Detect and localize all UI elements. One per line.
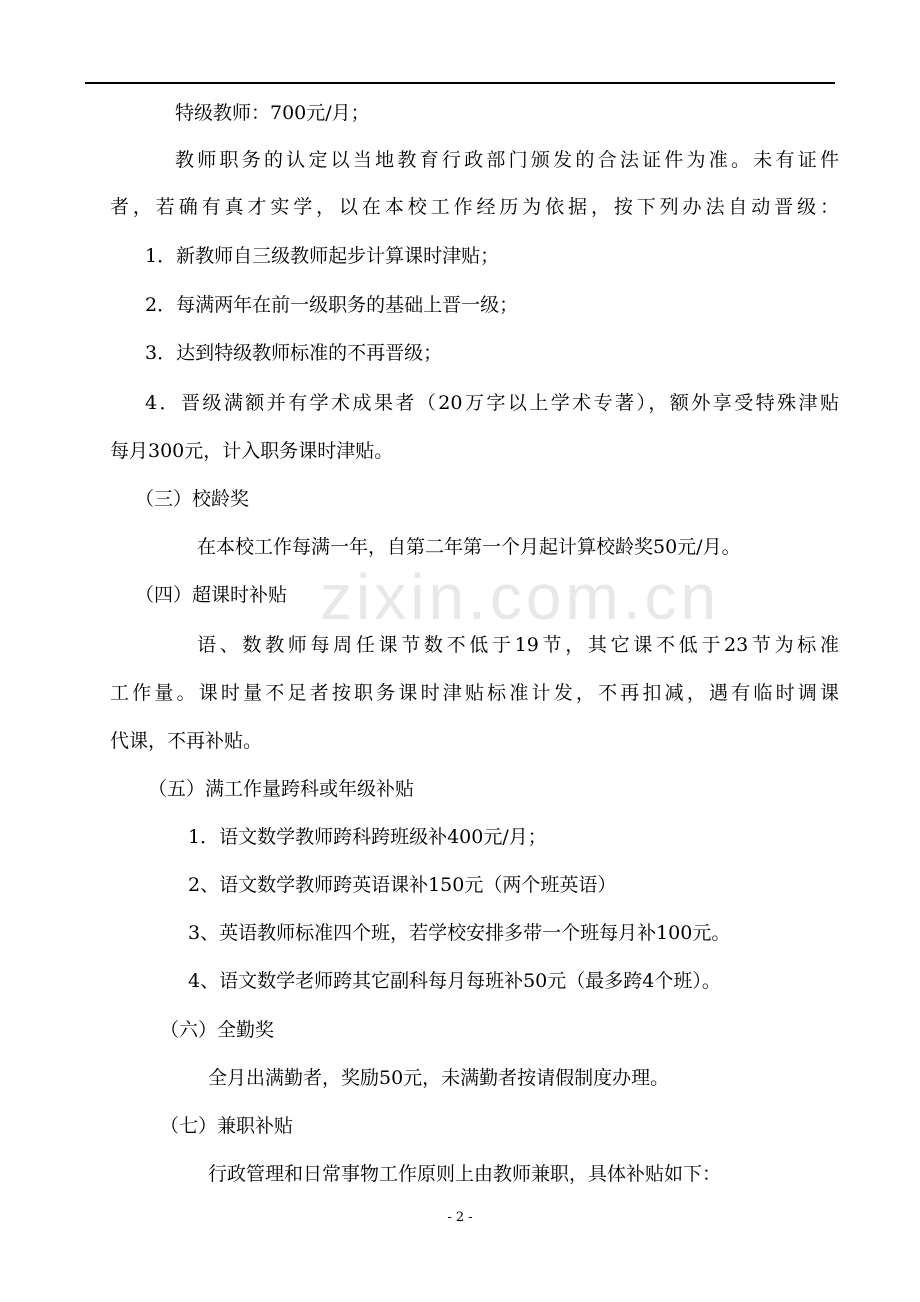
text-line: 特级教师：700元/月； (175, 102, 370, 124)
section-heading: （四）超课时补贴 (135, 584, 288, 606)
text-line: 在本校工作每满一年，自第二年第一个月起计算校龄奖50元/月。 (197, 536, 741, 558)
text-line: 代课，不再补贴。 (110, 730, 263, 752)
section-heading: （五）满工作量跨科或年级补贴 (148, 778, 415, 800)
section-heading: （七）兼职补贴 (160, 1115, 294, 1137)
text-line: 1．新教师自三级教师起步计算课时津贴； (145, 245, 500, 267)
text-line: 3、英语教师标准四个班，若学校安排多带一个班每月补100元。 (188, 922, 731, 944)
section-heading: （三）校龄奖 (135, 488, 250, 510)
page-number: - 2 - (447, 1210, 473, 1225)
text-line: 4、语文数学老师跨其它副科每月每班补50元（最多跨4个班）。 (188, 970, 721, 992)
text-line: 者，若确有真才实学，以在本校工作经历为依据，按下列办法自动晋级： (110, 196, 839, 218)
watermark: zixin.com.cn (320, 561, 721, 633)
text-line: 语、数教师每周任课节数不低于19节，其它课不低于23节为标准 (197, 634, 839, 656)
text-line: 3．达到特级教师标准的不再晋级； (145, 342, 443, 364)
text-line: 教师职务的认定以当地教育行政部门颁发的合法证件为准。未有证件 (175, 149, 839, 171)
section-heading: （六）全勤奖 (160, 1019, 275, 1041)
text-line: 2．每满两年在前一级职务的基础上晋一级； (145, 294, 519, 316)
text-line: 全月出满勤者，奖励50元，未满勤者按请假制度办理。 (208, 1067, 670, 1089)
text-line: 2、语文数学教师跨英语课补150元（两个班英语） (188, 874, 617, 896)
text-line: 每月300元，计入职务课时津贴。 (110, 440, 394, 462)
text-line: 行政管理和日常事物工作原则上由教师兼职，具体补贴如下： (208, 1163, 722, 1185)
text-line: 4．晋级满额并有学术成果者（20万字以上学术专著），额外享受特殊津贴 (145, 392, 839, 414)
text-line: 工作量。课时量不足者按职务课时津贴标准计发，不再扣减，遇有临时调课 (110, 682, 839, 704)
header-rule (85, 82, 835, 84)
text-line: 1．语文数学教师跨科跨班级补400元/月； (188, 826, 547, 848)
